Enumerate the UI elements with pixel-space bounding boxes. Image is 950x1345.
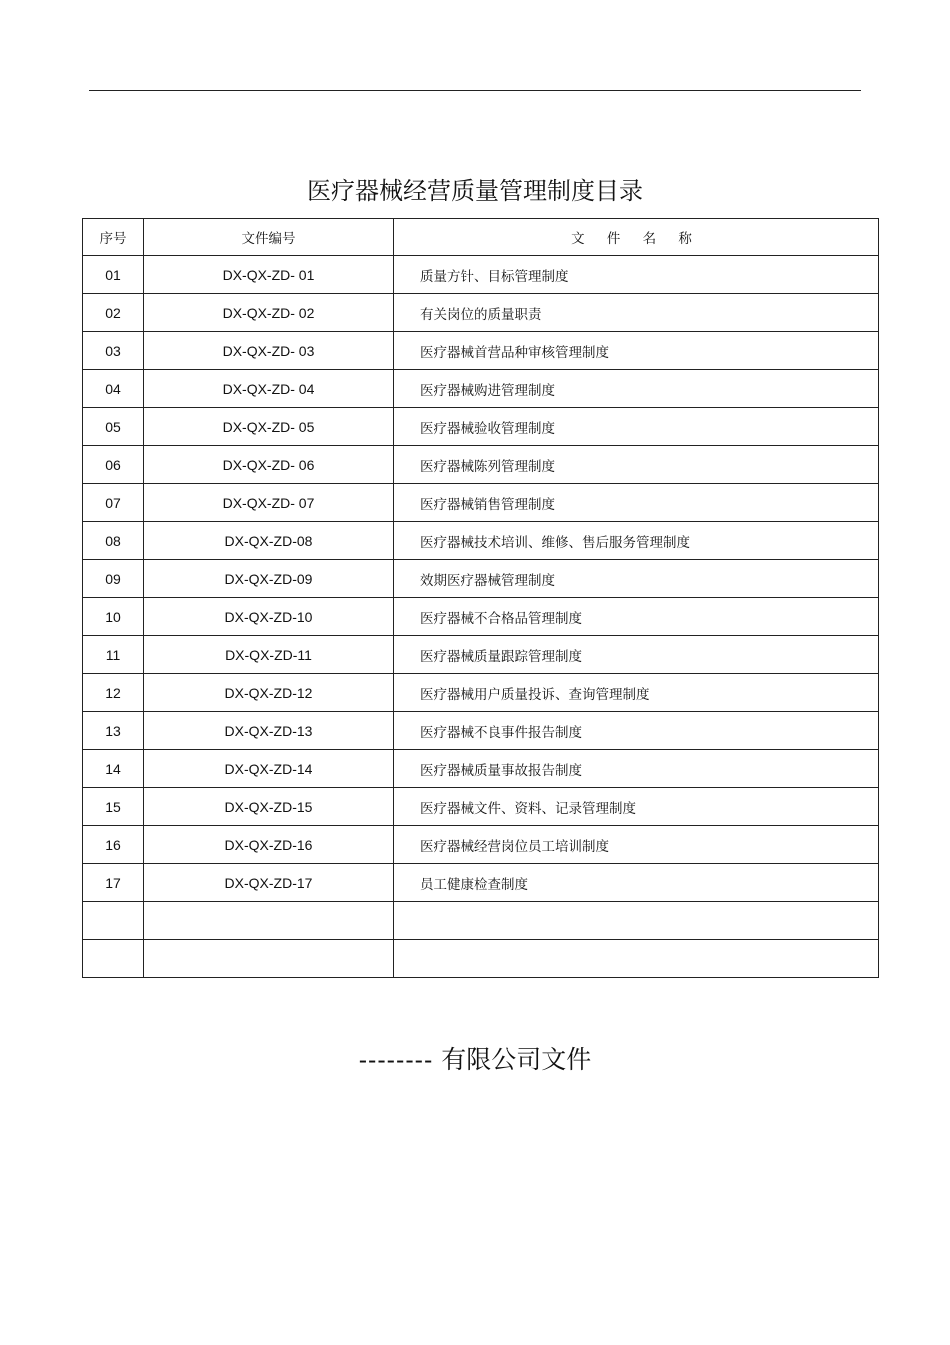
row-file-name: 医疗器械用户质量投诉、查询管理制度 — [394, 674, 879, 712]
row-serial-number: 03 — [83, 332, 144, 370]
table-row — [83, 598, 879, 636]
catalog-table — [82, 218, 879, 978]
row-file-name: 医疗器械文件、资料、记录管理制度 — [394, 788, 879, 826]
row-file-name: 质量方针、目标管理制度 — [394, 256, 879, 294]
table-header-row — [83, 219, 879, 256]
row-file-number: DX-QX-ZD-09 — [144, 560, 394, 598]
row-file-number: DX-QX-ZD-14 — [144, 750, 394, 788]
table-row — [83, 560, 879, 598]
row-serial-number: 10 — [83, 598, 144, 636]
row-serial-number: 04 — [83, 370, 144, 408]
row-serial-number: 14 — [83, 750, 144, 788]
company-footer — [0, 1041, 950, 1079]
row-file-number: DX-QX-ZD- 01 — [144, 256, 394, 294]
row-file-name: 医疗器械质量跟踪管理制度 — [394, 636, 879, 674]
row-serial-number: 09 — [83, 560, 144, 598]
row-file-name — [394, 940, 879, 978]
table-body — [83, 256, 879, 978]
row-file-name — [394, 902, 879, 940]
table-row — [83, 522, 879, 560]
table-row — [83, 712, 879, 750]
row-serial-number: 01 — [83, 256, 144, 294]
row-serial-number: 06 — [83, 446, 144, 484]
row-file-number: DX-QX-ZD-10 — [144, 598, 394, 636]
footer-dashes: -------- — [358, 1046, 434, 1074]
table-row — [83, 674, 879, 712]
row-file-number: DX-QX-ZD-12 — [144, 674, 394, 712]
header-file-name: 文 件 名 称 — [394, 219, 879, 256]
row-file-name: 医疗器械质量事故报告制度 — [394, 750, 879, 788]
table-row — [83, 370, 879, 408]
row-file-number: DX-QX-ZD-15 — [144, 788, 394, 826]
row-file-name: 医疗器械购进管理制度 — [394, 370, 879, 408]
row-serial-number: 02 — [83, 294, 144, 332]
row-file-name: 效期医疗器械管理制度 — [394, 560, 879, 598]
row-serial-number: 08 — [83, 522, 144, 560]
row-serial-number — [83, 940, 144, 978]
row-serial-number: 13 — [83, 712, 144, 750]
row-serial-number: 17 — [83, 864, 144, 902]
table-row — [83, 332, 879, 370]
row-file-number: DX-QX-ZD- 03 — [144, 332, 394, 370]
header-rule — [89, 90, 861, 91]
row-file-number: DX-QX-ZD-11 — [144, 636, 394, 674]
table-row — [83, 294, 879, 332]
row-file-name: 医疗器械销售管理制度 — [394, 484, 879, 522]
row-file-name: 医疗器械不合格品管理制度 — [394, 598, 879, 636]
row-file-number: DX-QX-ZD-08 — [144, 522, 394, 560]
row-file-number: DX-QX-ZD-16 — [144, 826, 394, 864]
table-row — [83, 446, 879, 484]
table-row — [83, 484, 879, 522]
table-row — [83, 408, 879, 446]
table-row — [83, 940, 879, 978]
row-file-number: DX-QX-ZD- 07 — [144, 484, 394, 522]
row-serial-number: 12 — [83, 674, 144, 712]
row-file-number — [144, 940, 394, 978]
table-row — [83, 788, 879, 826]
header-serial-number: 序号 — [83, 219, 144, 256]
row-file-name: 医疗器械经营岗位员工培训制度 — [394, 826, 879, 864]
table-row — [83, 826, 879, 864]
row-file-name: 医疗器械验收管理制度 — [394, 408, 879, 446]
row-serial-number: 16 — [83, 826, 144, 864]
table-row — [83, 902, 879, 940]
row-serial-number: 11 — [83, 636, 144, 674]
row-file-name: 医疗器械陈列管理制度 — [394, 446, 879, 484]
row-file-name: 医疗器械不良事件报告制度 — [394, 712, 879, 750]
table-row — [83, 864, 879, 902]
document-title: 医疗器械经营质量管理制度目录 — [307, 177, 643, 205]
table-row — [83, 750, 879, 788]
table-row — [83, 256, 879, 294]
row-file-number: DX-QX-ZD- 05 — [144, 408, 394, 446]
row-file-number: DX-QX-ZD-13 — [144, 712, 394, 750]
table-row — [83, 636, 879, 674]
row-file-number: DX-QX-ZD- 06 — [144, 446, 394, 484]
row-file-number — [144, 902, 394, 940]
row-file-name: 医疗器械首营品种审核管理制度 — [394, 332, 879, 370]
row-file-name: 员工健康检查制度 — [394, 864, 879, 902]
row-file-number: DX-QX-ZD-17 — [144, 864, 394, 902]
row-file-number: DX-QX-ZD- 02 — [144, 294, 394, 332]
row-serial-number: 07 — [83, 484, 144, 522]
row-file-name: 有关岗位的质量职责 — [394, 294, 879, 332]
row-serial-number — [83, 902, 144, 940]
header-file-number: 文件编号 — [144, 219, 394, 256]
footer-text: 有限公司文件 — [441, 1045, 592, 1074]
row-serial-number: 05 — [83, 408, 144, 446]
row-file-number: DX-QX-ZD- 04 — [144, 370, 394, 408]
row-serial-number: 15 — [83, 788, 144, 826]
row-file-name: 医疗器械技术培训、维修、售后服务管理制度 — [394, 522, 879, 560]
